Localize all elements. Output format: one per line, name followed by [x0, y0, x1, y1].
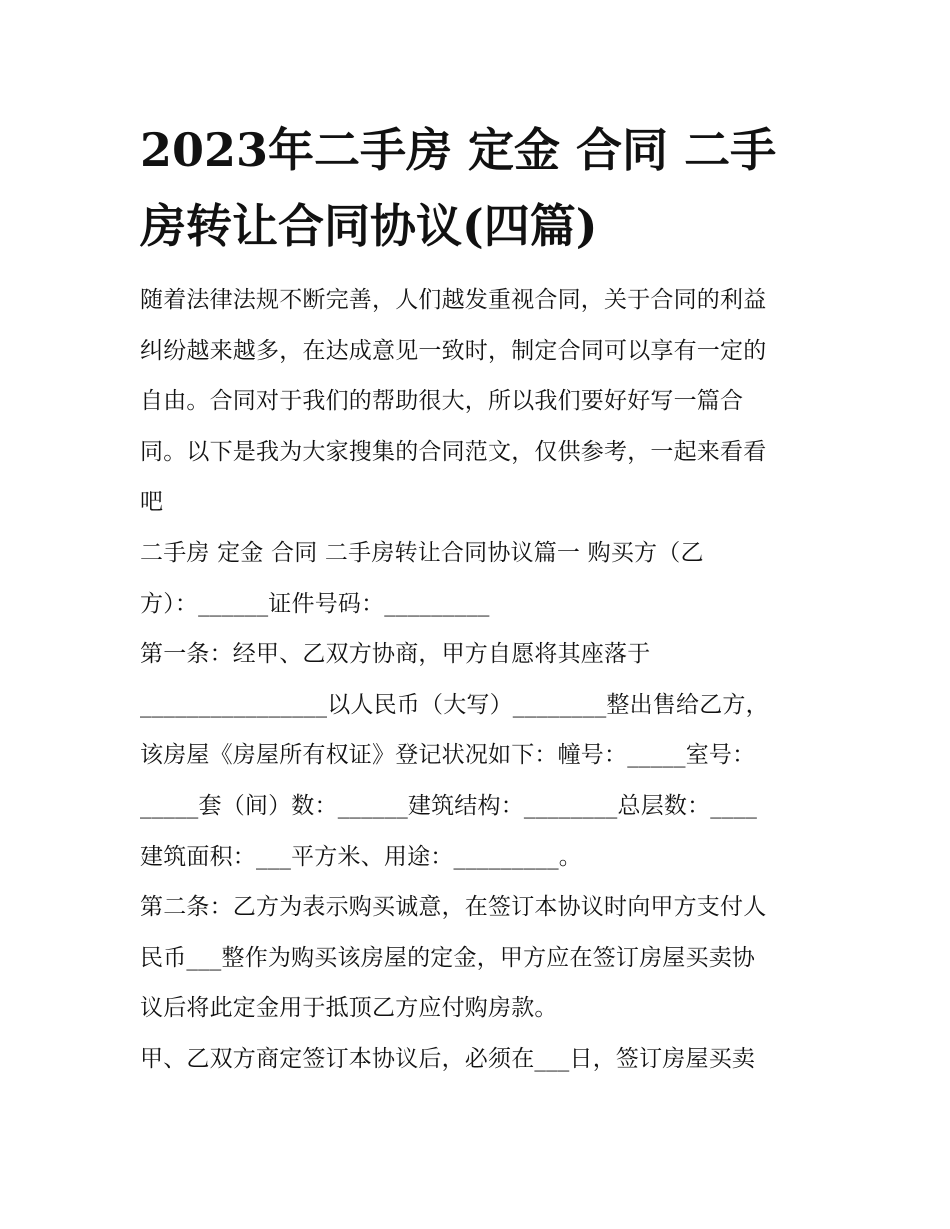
- body-line: 第一条：经甲、乙双方协商，甲方自愿将其座落于: [140, 641, 651, 668]
- body-line: 该房屋《房屋所有权证》登记状况如下：幢号：_____室号：: [140, 742, 756, 769]
- body-line: _____套（间）数：______建筑结构：________总层数：____: [140, 792, 758, 819]
- body-line: 议后将此定金用于抵顶乙方应付购房款。: [140, 995, 558, 1022]
- body-line: 甲、乙双方商定签订本协议后，必须在___日，签订房屋买卖: [140, 1045, 756, 1072]
- body-line: 建筑面积：___平方米、用途：_________。: [140, 843, 582, 870]
- body-line: ________________以人民币（大写）________整出售给乙方，: [140, 691, 769, 718]
- body-line: 二手房 定金 合同 二手房转让合同协议篇一 购买方（乙: [140, 539, 704, 566]
- title-line: 房转让合同协议(四篇): [140, 199, 598, 253]
- body-line: 第二条：乙方为表示购买诚意，在签订本协议时向甲方支付人: [140, 894, 767, 921]
- body-line: 吧: [140, 489, 164, 516]
- body-line: 方）：______证件号码：_________: [140, 590, 490, 617]
- body-line: 随着法律法规不断完善，人们越发重视合同，关于合同的利益: [140, 287, 767, 313]
- body-line: 纠纷越来越多，在达成意见一致时，制定合同可以享有一定的: [140, 337, 767, 364]
- document-body: [140, 275, 830, 1085]
- body-line: 同。以下是我为大家搜集的合同范文，仅供参考，一起来看看: [140, 438, 767, 465]
- body-line: 民币___整作为购买该房屋的定金，甲方应在签订房屋买卖协: [140, 944, 756, 971]
- title-line: 2023年二手房 定金 合同 二手: [140, 123, 777, 177]
- body-line: 自由。合同对于我们的帮助很大，所以我们要好好写一篇合: [140, 388, 744, 415]
- document-title: [140, 112, 840, 264]
